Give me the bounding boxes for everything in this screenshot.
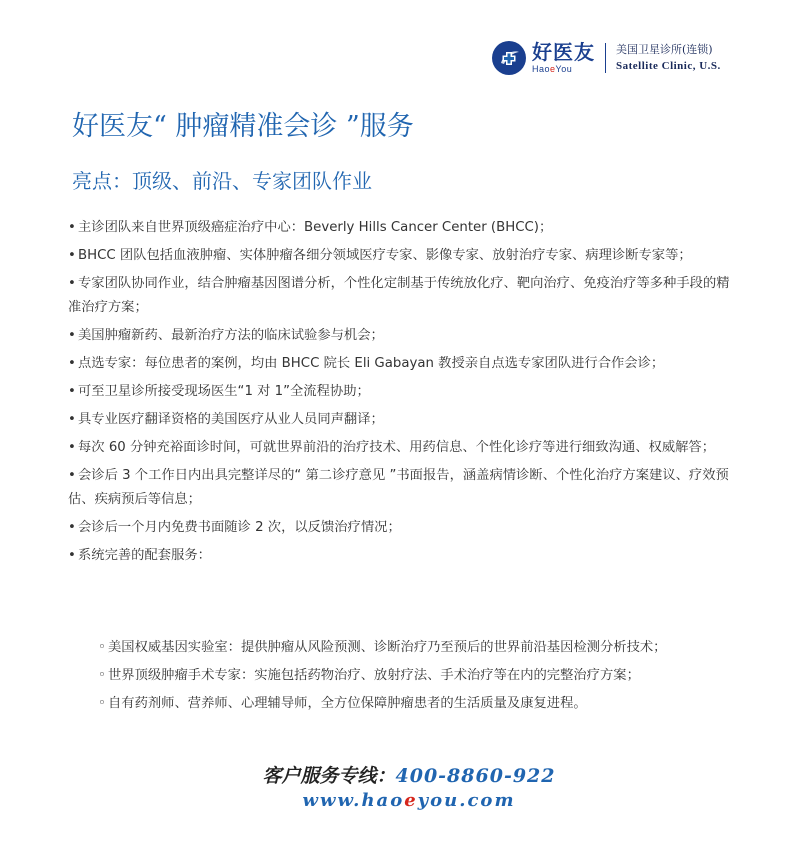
hotline-number: 400-8860-922: [395, 765, 556, 787]
clinic-english-name: Satellite Clinic, U.S.: [616, 59, 721, 72]
clinic-chinese-name: 美国卫星诊所(连锁): [616, 42, 713, 56]
list-item: • 美国肿瘤新药、最新治疗方法的临床试验参与机会；: [68, 328, 384, 343]
feature-list: [68, 216, 732, 572]
clinic-label: [616, 44, 721, 72]
list-item: • 主诊团队来自世界顶级癌症治疗中心：Beverly Hills Cancer Center (BHCC)；: [68, 220, 553, 235]
sub-list-item: ◦ 自有药剂师、营养师、心理辅导师，全方位保障肿瘤患者的生活质量及康复进程。: [98, 696, 587, 711]
logo-wordmark: [532, 42, 595, 74]
service-hotline: [0, 761, 800, 788]
list-item: • BHCC 团队包括血液肿瘤、实体肿瘤各细分领域医疗专家、影像专家、放射治疗专家、病理诊断专家等；: [68, 248, 692, 263]
logo-chinese-name: 好医友: [532, 40, 595, 64]
page-title: 好医友“ 肿瘤精准会诊 ”服务: [72, 111, 414, 142]
list-item: • 专家团队协同作业，结合肿瘤基因图谱分析，个性化定制基于传统放化疗、靶向治疗、免疫治疗等多种手段的精准治疗方案；: [68, 276, 730, 315]
website-link[interactable]: www.haoeyou.com: [302, 790, 516, 811]
list-item: • 点选专家：每位患者的案例，均由 BHCC 院长 Eli Gabayan 教授亲自点选专家团队进行合作会诊；: [68, 356, 665, 371]
list-item: • 会诊后一个月内免费书面随诊 2 次，以反馈治疗情况；: [68, 520, 401, 535]
list-item: • 具专业医疗翻译资格的美国医疗从业人员同声翻译；: [68, 412, 384, 427]
list-item: • 每次 60 分钟充裕面诊时间，可就世界前沿的治疗技术、用药信息、个性化诊疗等进行细致沟通、权威解答；: [68, 440, 716, 455]
header-divider: [605, 43, 606, 73]
list-item: • 可至卫星诊所接受现场医生“1 对 1”全流程协助；: [68, 384, 370, 399]
logo-english-name: HaoeYou: [532, 64, 573, 74]
list-item: • 系统完善的配套服务：: [68, 548, 211, 563]
hotline-label: 客户服务专线：: [262, 765, 396, 787]
page-subtitle: 亮点：顶级、前沿、专家团队作业: [72, 169, 372, 193]
sub-list-item: ◦ 美国权威基因实验室：提供肿瘤从风险预测、诊断治疗乃至预后的世界前沿基因检测分析技术；: [98, 640, 667, 655]
brand-header: [492, 38, 721, 78]
sub-list-item: ◦ 世界顶级肿瘤手术专家：实施包括药物治疗、放射疗法、手术治疗等在内的完整治疗方案；: [98, 668, 640, 683]
support-services-list: [98, 634, 758, 718]
haoeyou-logo-icon: [492, 41, 526, 75]
list-item: • 会诊后 3 个工作日内出具完整详尽的“ 第二诊疗意见 ”书面报告，涵盖病情诊断、个性化治疗方案建议、疗效预估、疾病预后等信息；: [68, 468, 729, 507]
